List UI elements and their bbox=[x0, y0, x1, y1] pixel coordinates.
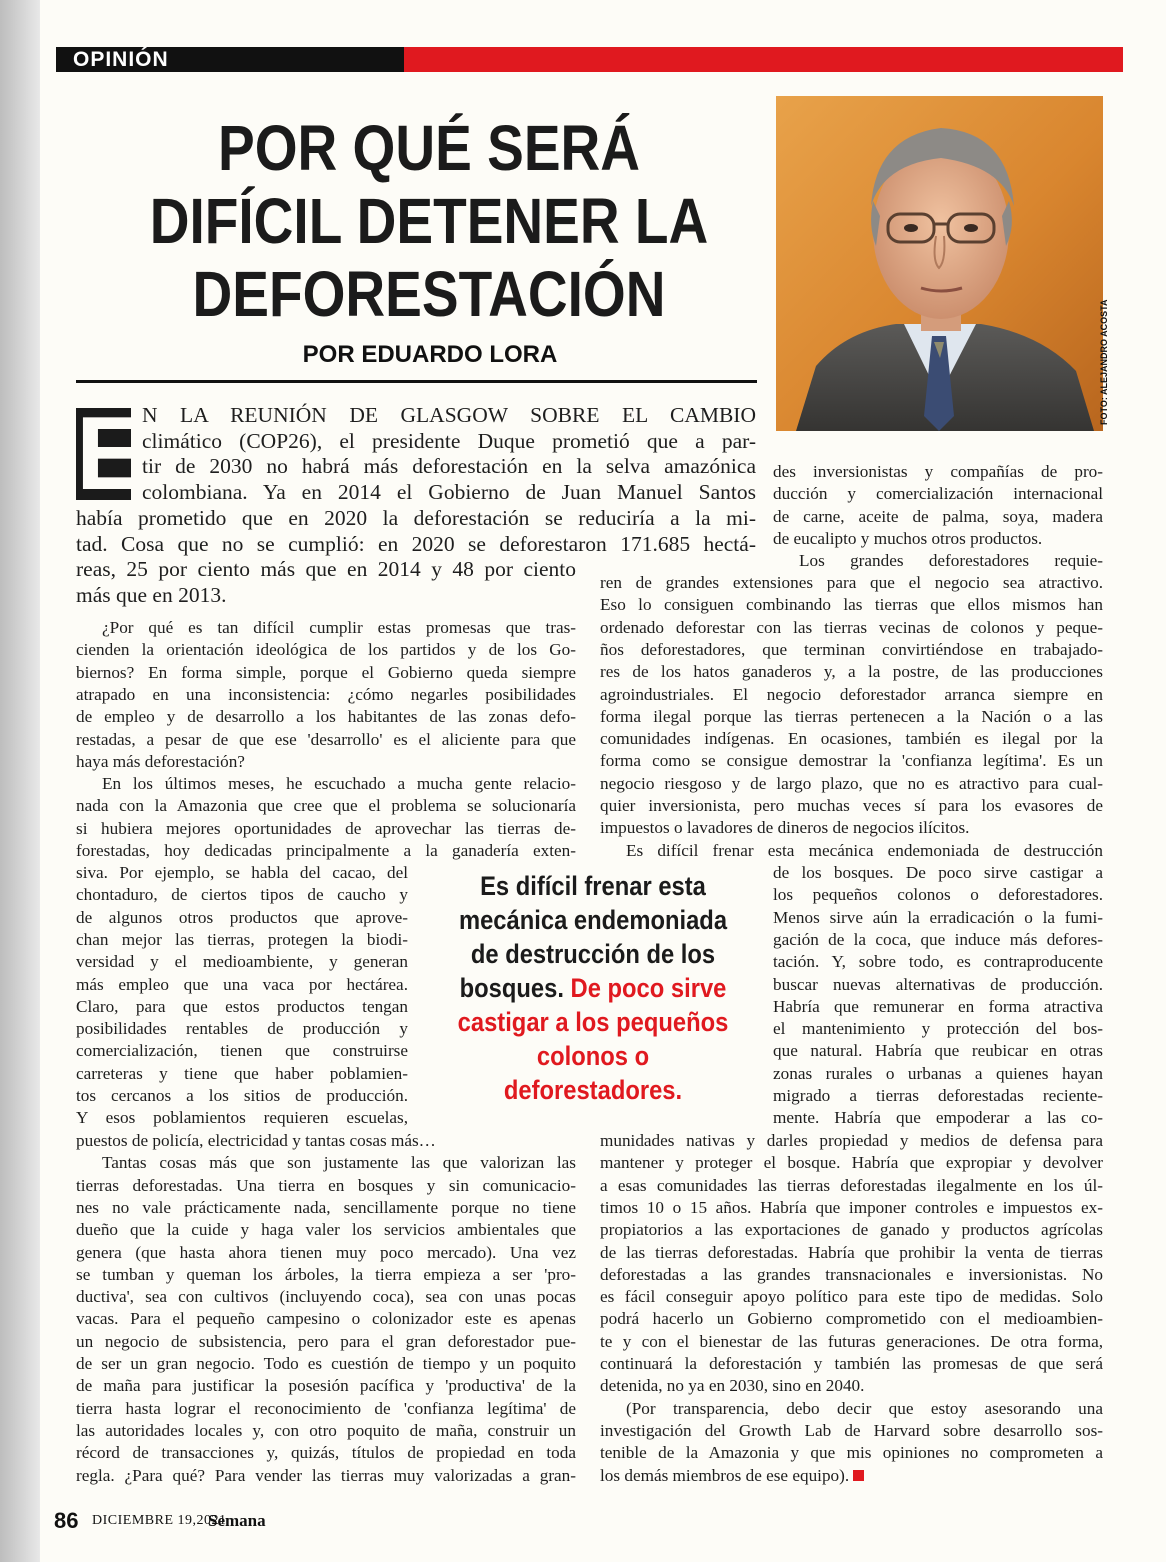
text-line: forma como se consigue demostrar la 'confianza legítima'. Es un bbox=[600, 751, 1103, 771]
text-line: siva. Por ejemplo, se habla del cacao, del bbox=[76, 863, 408, 882]
photo-credit: FOTO: ALEJANDRO ACOSTA bbox=[1099, 299, 1109, 425]
end-mark-icon bbox=[853, 1470, 864, 1481]
text-line: ductiva', sea con cultivos (incluyendo coca), sea con unas pocas bbox=[76, 1287, 576, 1307]
text-line: ordenado deforestar con las tierras vecinas de colonos y peque- bbox=[600, 617, 1103, 637]
drop-cap: E bbox=[76, 396, 146, 512]
text-line: ¿Por qué es tan difícil cumplir estas promesas que tras- bbox=[102, 618, 576, 637]
text-line: ren de grandes extensiones para que el negocio sea atractivo. bbox=[600, 573, 1103, 592]
byline: POR EDUARDO LORA bbox=[302, 341, 558, 368]
text-line: colombiana. Ya en 2014 el Gobierno de Juan Manuel Santos bbox=[142, 480, 756, 505]
text-line: Claro, para que estos productos tengan bbox=[76, 996, 408, 1016]
text-line: que natural. Habría que reubicar en otras bbox=[773, 1041, 1103, 1061]
text-line: res de los hatos ganaderos y, a la postre, de las producciones bbox=[600, 662, 1103, 682]
text-line: de eucalipto y muchos otros productos. bbox=[773, 528, 1043, 548]
text-line: tación. Y, sobre todo, es contraproducente bbox=[773, 952, 1103, 972]
text-line: forma ilegal porque las tierras pertenecen a la Nación o a las bbox=[600, 706, 1103, 726]
text-line: tos cercanos a los sitios de producción. bbox=[76, 1086, 408, 1105]
text-line: podrá hacerlo un Gobierno comprometido con el medioambien- bbox=[600, 1309, 1103, 1329]
text-line: a esas comunidades las tierras deforestadas ilegalmente en los úl- bbox=[600, 1175, 1103, 1195]
headline-rule bbox=[76, 380, 757, 383]
text-line: ños deforestadores, que terminan convirtiéndose en trabajado- bbox=[600, 639, 1103, 659]
text-line: tad. Cosa que no se cumplió: en 2020 se deforestaron 171.685 hectá- bbox=[76, 531, 756, 556]
text-line: vacas. Para el pequeño campesino o colonizador este es apenas bbox=[76, 1309, 576, 1329]
text-line: climático (COP26), el presidente Duque prometió que a par- bbox=[142, 428, 756, 453]
text-line: timos 10 o 15 años. Habría que imponer controles e impuestos ex- bbox=[600, 1197, 1103, 1217]
text-line: N LA REUNIÓN DE GLASGOW SOBRE EL CAMBIO bbox=[142, 403, 756, 427]
text-line: posibilidades rentables de producción y bbox=[76, 1019, 408, 1039]
article-headline: POR QUÉ SERÁ DIFÍCIL DETENER LA DEFORESTACIÓN bbox=[149, 112, 709, 330]
text-line: munidades nativas y darles propiedad y medios de defensa para bbox=[600, 1131, 1103, 1150]
text-line: las autoridades locales y, con otro poquito de maña, construir un bbox=[76, 1420, 576, 1440]
text-line: tierra hasta lograr el reconocimiento de 'confianza legítima' de bbox=[76, 1398, 576, 1418]
text-line: agroindustriales. El negocio deforestador arranca siempre en bbox=[600, 684, 1103, 704]
text-line: detenida, no ya en 2030, sino en 2040. bbox=[600, 1376, 865, 1396]
text-line: nada con la Amazonia que cree que el problema se solucionaría bbox=[76, 796, 576, 816]
text-line: zonas rurales o urbanas a quienes hayan bbox=[773, 1063, 1103, 1083]
text-line: chan mejor las tierras, protegen la biodi- bbox=[76, 929, 408, 949]
magazine-page bbox=[40, 0, 1166, 1562]
text-line: se tumban y queman los árboles, la tierra empieza a ser 'pro- bbox=[76, 1264, 576, 1284]
text-line: los demás miembros de ese equipo). bbox=[600, 1465, 1103, 1487]
text-line: Los grandes deforestadores requie- bbox=[799, 551, 1103, 571]
text-line: des inversionistas y compañías de pro- bbox=[773, 462, 1103, 481]
text-line: continuará la deforestación y también las promesas de que será bbox=[600, 1354, 1103, 1373]
pull-quote bbox=[448, 869, 738, 1107]
text-line: los pequeños colonos o deforestadores. bbox=[773, 885, 1103, 905]
text-line: quier inversionista, pero muchas veces sí para los evasores de bbox=[600, 796, 1103, 815]
text-line: dueño que la cuide y haga valer los servicios ambientales que bbox=[76, 1220, 576, 1240]
text-line: de los bosques. De poco sirve castigar a bbox=[773, 863, 1103, 882]
text-line: de las tierras deforestadas. Habría que prohibir la venta de tierras bbox=[600, 1242, 1103, 1262]
text-line: Habría que remunerar en forma atractiva bbox=[773, 996, 1103, 1016]
text-line: más empleo que una vaca por hectárea. bbox=[76, 974, 408, 994]
text-line: de algunos otros productos que aprove- bbox=[76, 907, 408, 927]
text-line: ducción y comercialización internacional bbox=[773, 484, 1103, 504]
text-line: tir de 2030 no habrá más deforestación en la selva amazónica bbox=[142, 454, 756, 479]
text-line: chontaduro, de ciertos tipos de caucho y bbox=[76, 885, 408, 905]
text-line: puestos de policía, electricidad y tantas cosas más… bbox=[76, 1131, 436, 1150]
text-line: de maña para justificar la posesión pacífica y 'productiva' de la bbox=[76, 1376, 576, 1396]
text-line: atrapado en una inconsistencia: ¿cómo negarles posibilidades bbox=[76, 684, 576, 704]
text-line: récord de transacciones y, quizás, títulos de propiedad en toda bbox=[76, 1443, 576, 1463]
author-photo bbox=[776, 96, 1103, 431]
text-line: Y esos poblamientos requieren escuelas, bbox=[76, 1108, 408, 1128]
text-line: En los últimos meses, he escuchado a mucha gente relacio- bbox=[102, 774, 576, 794]
text-line: propiatorios a las exportaciones de ganado y productos agrícolas bbox=[600, 1220, 1103, 1240]
text-line: restadas, a pesar de que ese 'desarrollo' es el aliciente para que bbox=[76, 729, 576, 749]
text-line: reas, 25 por ciento más que en 2014 y 48 por ciento bbox=[76, 557, 576, 582]
text-line: tenible de la Amazonia y que mis opiniones no comprometen a bbox=[600, 1443, 1103, 1463]
text-line: de carne, aceite de palma, soya, madera bbox=[773, 506, 1103, 526]
text-line: el mantenimiento y protección del bos- bbox=[773, 1019, 1103, 1039]
text-line: forestadas, hoy dedicadas principalmente a la ganadería exten- bbox=[76, 841, 576, 860]
text-line: gación de la coca, que induce más defores- bbox=[773, 929, 1103, 949]
text-line: haya más deforestación? bbox=[76, 751, 245, 771]
text-line: de ser un gran negocio. Todo es cuestión de tiempo y un poquito bbox=[76, 1354, 576, 1373]
text-line: te y con el bienestar de las futuras generaciones. De otra forma, bbox=[600, 1331, 1103, 1351]
text-line: había prometido que en 2020 la deforestación se reduciría a la mi- bbox=[76, 505, 756, 530]
text-line: Eso lo consiguen combinando las tierras que ellos mismos han bbox=[600, 595, 1103, 615]
magazine-name: Semana bbox=[208, 1511, 266, 1530]
text-line: biernos? En forma simple, porque el Gobierno queda siempre bbox=[76, 662, 576, 682]
text-line: nes no vale prácticamente nada, sencillamente porque no tiene bbox=[76, 1197, 576, 1217]
text-line: mente. Habría que empoderar a las co- bbox=[773, 1108, 1103, 1128]
text-line: mantener y proteger el bosque. Habría que expropiar y devolver bbox=[600, 1153, 1103, 1173]
page-number: 86 bbox=[54, 1508, 79, 1533]
text-line: migrado a tierras deforestadas reciente- bbox=[773, 1086, 1103, 1105]
text-line: un negocio de subsistencia, pero para el gran deforestador pue- bbox=[76, 1331, 576, 1351]
text-line: buscar nuevas alternativas de producción. bbox=[773, 974, 1103, 994]
text-line: impuestos o lavadores de dineros de negocios ilícitos. bbox=[600, 818, 970, 838]
text-line: carreteras y tiene que haber poblamien- bbox=[76, 1063, 408, 1083]
text-line: Es difícil frenar esta mecánica endemoniada de destrucción bbox=[626, 840, 1103, 860]
text-line: más que en 2013. bbox=[76, 582, 227, 607]
pull-quote-red: De poco sirve castigar a los pequeños colonos o deforestadores. bbox=[457, 973, 729, 1105]
text-line: comunidades indígenas. En ocasiones, también es ilegal por la bbox=[600, 729, 1103, 749]
text-line: negocio riesgoso y de largo plazo, que no es atractivo para cual- bbox=[600, 773, 1103, 793]
text-line: comercialización, tienen que construirse bbox=[76, 1041, 408, 1061]
text-line: versidad y el medioambiente, y generan bbox=[76, 952, 408, 972]
pull-quote-dark: Es difícil frenar esta mecánica endemoniada de destrucción de los bosques. bbox=[458, 871, 728, 1003]
text-line: Tantas cosas más que son justamente las que valorizan las bbox=[102, 1153, 576, 1173]
text-line: si hubiera mejores oportunidades de aprovechar las tierras de- bbox=[76, 818, 576, 838]
text-line: cienden la orientación ideológica de los partidos y de los Go- bbox=[76, 640, 576, 660]
text-line: tierras deforestadas. Una tierra en bosques y sin comunicacio- bbox=[76, 1175, 576, 1195]
text-line: (Por transparencia, debo decir que estoy asesorando una bbox=[626, 1398, 1103, 1418]
text-line: Menos sirve aún la erradicación o la fumi- bbox=[773, 907, 1103, 927]
section-label: OPINIÓN bbox=[73, 48, 169, 71]
text-line: es fácil conseguir apoyo político para este tipo de medidas. Solo bbox=[600, 1287, 1103, 1307]
page-edge-shadow bbox=[0, 0, 40, 1562]
text-line: regla. ¿Para qué? Para vender las tierras muy valorizadas a gran- bbox=[76, 1465, 576, 1485]
issue-date: DICIEMBRE 19,2021 bbox=[92, 1513, 227, 1528]
text-line: genera (que hasta ahora tienen muy poco mercado). Una vez bbox=[76, 1242, 576, 1262]
text-line: de empleo y de desarrollo a los habitantes de las zonas defo- bbox=[76, 707, 576, 727]
text-line: deforestadas a las grandes transnacionales e inversionistas. No bbox=[600, 1264, 1103, 1284]
section-header-bar bbox=[56, 47, 1123, 72]
text-line: investigación del Growth Lab de Harvard sobre desarrollo sos- bbox=[600, 1420, 1103, 1440]
